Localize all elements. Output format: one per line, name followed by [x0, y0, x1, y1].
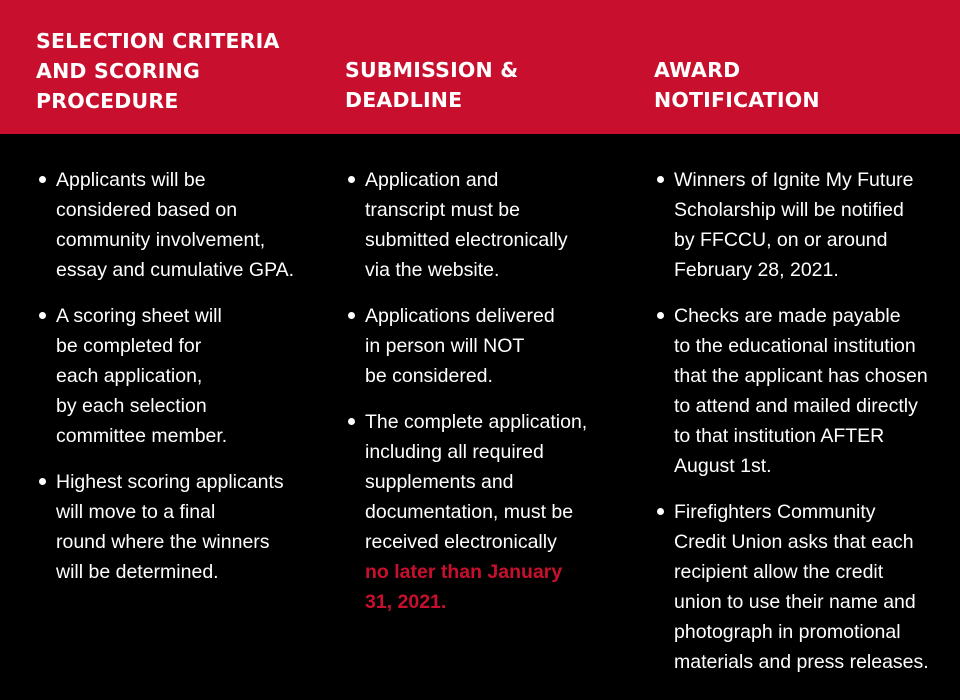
title-line: AWARD — [654, 58, 741, 82]
item-line: considered based on — [56, 199, 238, 221]
item-line: Highest scoring applicants — [56, 471, 284, 493]
item-line: photograph in promotional — [674, 621, 901, 643]
item-line: will be determined. — [56, 561, 219, 583]
bullet-icon — [657, 312, 664, 319]
item-line: Scholarship will be notified — [674, 199, 904, 221]
item-line: to the educational institution — [674, 335, 916, 357]
title-line: PROCEDURE — [36, 89, 179, 113]
list-item — [654, 165, 954, 285]
item-line: be considered. — [365, 365, 493, 387]
item-line: supplements and — [365, 471, 514, 493]
title-line: SUBMISSION & — [345, 58, 519, 82]
bullet-icon — [348, 312, 355, 319]
item-line: by each selection — [56, 395, 207, 417]
item-line: union to use their name and — [674, 591, 916, 613]
bullet-icon — [39, 478, 46, 485]
title-line: SELECTION CRITERIA — [36, 29, 280, 53]
item-line: to attend and mailed directly — [674, 395, 918, 417]
item-line: in person will NOT — [365, 335, 525, 357]
item-line: will move to a final — [56, 501, 216, 523]
list-item — [36, 301, 336, 451]
item-line: Credit Union asks that each — [674, 531, 914, 553]
item-line: by FFCCU, on or around — [674, 229, 888, 251]
item-line: committee member. — [56, 425, 228, 447]
item-line: Applications delivered — [365, 305, 555, 327]
item-line: round where the winners — [56, 531, 270, 553]
bullet-icon — [657, 508, 664, 515]
bullet-icon — [39, 176, 46, 183]
list-item — [654, 497, 954, 677]
title-line: AND SCORING — [36, 59, 201, 83]
list-item — [654, 301, 954, 481]
item-line: Application and — [365, 169, 499, 191]
list-item — [36, 165, 336, 285]
item-line: documentation, must be — [365, 501, 574, 523]
item-line: transcript must be — [365, 199, 520, 221]
item-line: August 1st. — [674, 455, 772, 477]
item-line: Checks are made payable — [674, 305, 901, 327]
item-line: submitted electronically — [365, 229, 568, 251]
award-list — [654, 165, 954, 693]
item-line: via the website. — [365, 259, 500, 281]
submission-list — [345, 165, 645, 633]
item-line: be completed for — [56, 335, 202, 357]
title-line: DEADLINE — [345, 88, 463, 112]
item-line: received electronically — [365, 531, 557, 553]
item-line: to that institution AFTER — [674, 425, 885, 447]
column-title — [654, 55, 944, 115]
list-item — [36, 467, 336, 587]
item-line: each application, — [56, 365, 203, 387]
item-line: The complete application, — [365, 411, 588, 433]
list-item — [345, 165, 645, 285]
item-line: essay and cumulative GPA. — [56, 259, 295, 281]
bullet-icon — [348, 176, 355, 183]
list-item — [345, 301, 645, 391]
list-item — [345, 407, 645, 617]
column-title — [36, 26, 326, 116]
item-line: that the applicant has chosen — [674, 365, 928, 387]
bullet-icon — [348, 418, 355, 425]
item-line: Firefighters Community — [674, 501, 876, 523]
item-line: Winners of Ignite My Future — [674, 169, 914, 191]
item-line: recipient allow the credit — [674, 561, 884, 583]
item-line: materials and press releases. — [674, 651, 929, 673]
deadline-highlight: no later than January — [365, 561, 563, 583]
item-line: A scoring sheet will — [56, 305, 222, 327]
criteria-list — [36, 165, 336, 603]
bullet-icon — [657, 176, 664, 183]
bullet-icon — [39, 312, 46, 319]
deadline-highlight: 31, 2021. — [365, 591, 447, 613]
column-title — [345, 55, 635, 115]
item-line: including all required — [365, 441, 544, 463]
item-line: Applicants will be — [56, 169, 206, 191]
item-line: February 28, 2021. — [674, 259, 839, 281]
item-line: community involvement, — [56, 229, 266, 251]
title-line: NOTIFICATION — [654, 88, 820, 112]
